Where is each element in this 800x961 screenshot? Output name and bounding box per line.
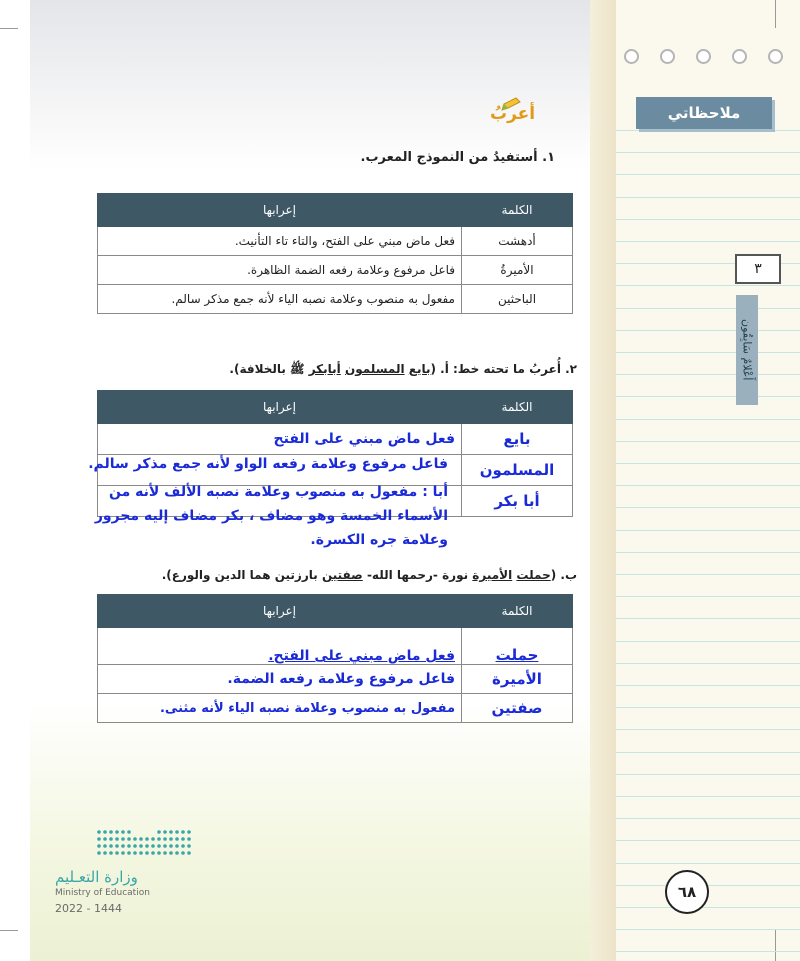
table-row — [98, 227, 573, 256]
notebook-line — [616, 685, 800, 686]
chapter-tab: أَعْلامٌ سَابِقُون — [736, 295, 758, 405]
crop-mark — [775, 0, 776, 28]
notebook-line — [616, 641, 800, 642]
notebook-line — [616, 840, 800, 841]
notebook-line — [616, 552, 800, 553]
notebook-line — [616, 352, 800, 353]
word-cell: الأميرة — [462, 665, 573, 694]
notebook-line — [616, 396, 800, 397]
notebook-line — [616, 330, 800, 331]
notes-panel — [616, 0, 800, 961]
page-number: ٦٨ — [665, 870, 709, 914]
question-b-title — [162, 568, 577, 582]
crop-mark — [0, 28, 18, 29]
notebook-line — [616, 197, 800, 198]
title-text: ب. ( — [550, 568, 577, 582]
notebook-line — [616, 574, 800, 575]
notebook-line — [616, 485, 800, 486]
ministry-name-english: Ministry of Education — [55, 888, 150, 898]
question-1-title: ١. أستفيدُ من النموذج المعرب. — [360, 150, 555, 165]
notebook-line — [616, 929, 800, 930]
parsing-cell: فعل ماض مبني على الفتح. — [98, 628, 462, 665]
table-row — [98, 424, 573, 455]
underlined-word: الأميرة — [472, 568, 513, 582]
notebook-line — [616, 241, 800, 242]
column-header: إعرابها — [98, 595, 462, 628]
parsing-cell: مفعول به منصوب وعلامة نصبه الياء لأنه مثنى. — [98, 694, 462, 723]
parsing-table-3 — [97, 594, 573, 723]
page-gutter — [590, 0, 616, 961]
notebook-line — [616, 219, 800, 220]
notebook-line — [616, 419, 800, 420]
word-cell: الأميرةُ — [462, 256, 573, 285]
notebook-line — [616, 507, 800, 508]
section-title: أعربُ — [490, 104, 536, 124]
binder-ring — [624, 49, 639, 64]
binder-ring — [660, 49, 675, 64]
notebook-line — [616, 663, 800, 664]
underlined-word: المسلمون — [344, 362, 405, 376]
handwritten-answer: فاعل مرفوع وعلامة رفعه الواو لأنه جمع مذكر سالم. — [88, 456, 448, 472]
column-header: الكلمة — [462, 595, 573, 628]
notebook-line — [616, 174, 800, 175]
binder-ring — [696, 49, 711, 64]
word-cell: أدهشت — [462, 227, 573, 256]
underlined-word: بايع — [408, 362, 431, 376]
parsing-table-1 — [97, 193, 573, 314]
edition-year: 2022 - 1444 — [55, 902, 122, 915]
title-text: ٢. أُعربُ ما تحته خط: أ. ( — [430, 362, 577, 376]
notebook-line — [616, 152, 800, 153]
notebook-line — [616, 729, 800, 730]
word-cell: صفتين — [462, 694, 573, 723]
parsing-cell: فاعل مرفوع وعلامة رفعه الضمة. — [98, 665, 462, 694]
underlined-word: أبابكر — [308, 362, 341, 376]
notebook-line — [616, 374, 800, 375]
underlined-word: صفتين — [321, 568, 363, 582]
notebook-line — [616, 707, 800, 708]
word-cell: بايع — [462, 424, 573, 455]
word-cell: الباحثين — [462, 285, 573, 314]
table-row — [98, 694, 573, 723]
notebook-line — [616, 130, 800, 131]
table-row — [98, 665, 573, 694]
crop-mark — [0, 930, 18, 931]
notebook-line — [616, 951, 800, 952]
notebook-line — [616, 818, 800, 819]
word-cell: حملت — [462, 628, 573, 665]
parsing-cell: فاعل مرفوع وعلامة رفعه الضمة الظاهرة. — [98, 256, 462, 285]
binder-ring — [732, 49, 747, 64]
word-cell: أبا بكر — [462, 486, 573, 517]
notes-title: ملاحظاتي — [636, 97, 772, 129]
title-text: ﷺ بالخلافة). — [229, 362, 309, 376]
column-header: إعرابها — [98, 391, 462, 424]
chapter-number: ٣ — [735, 254, 781, 284]
ministry-name-arabic: وزارة التعـليم — [55, 868, 138, 886]
ministry-logo-icon — [95, 828, 195, 860]
word-cell: المسلمون — [462, 455, 573, 486]
notebook-line — [616, 796, 800, 797]
column-header: الكلمة — [462, 391, 573, 424]
notebook-line — [616, 774, 800, 775]
notebook-line — [616, 596, 800, 597]
notebook-line — [616, 618, 800, 619]
notebook-line — [616, 463, 800, 464]
notebook-line — [616, 308, 800, 309]
underlined-word: حملت — [516, 568, 551, 582]
column-header: إعرابها — [98, 194, 462, 227]
handwritten-answer: وعلامة جره الكسرة. — [310, 532, 448, 548]
notebook-line — [616, 907, 800, 908]
notebook-line — [616, 530, 800, 531]
title-text: نورة -رحمها الله- — [362, 568, 473, 582]
column-header: الكلمة — [462, 194, 573, 227]
parsing-cell: فعل ماض مبني على الفتح — [98, 424, 462, 455]
notebook-line — [616, 441, 800, 442]
title-text: بارزتين هما الدين والورع). — [161, 568, 322, 582]
question-2-title — [229, 362, 577, 379]
notebook-line — [616, 863, 800, 864]
table-row — [98, 628, 573, 665]
crop-mark — [775, 930, 776, 961]
handwritten-answer: أبا : مفعول به منصوب وعلامة نصبه الألف لأنه من — [108, 484, 448, 500]
handwritten-answer: الأسماء الخمسة وهو مضاف ، بكر مضاف إليه مجرور — [94, 508, 448, 524]
parsing-cell: مفعول به منصوب وعلامة نصبه الياء لأنه جمع مذكر سالم. — [98, 285, 462, 314]
notebook-line — [616, 285, 800, 286]
parsing-cell: فعل ماض مبني على الفتح، والتاء تاء التأنيث. — [98, 227, 462, 256]
table-row — [98, 256, 573, 285]
notebook-line — [616, 752, 800, 753]
binder-ring — [768, 49, 783, 64]
table-row — [98, 285, 573, 314]
